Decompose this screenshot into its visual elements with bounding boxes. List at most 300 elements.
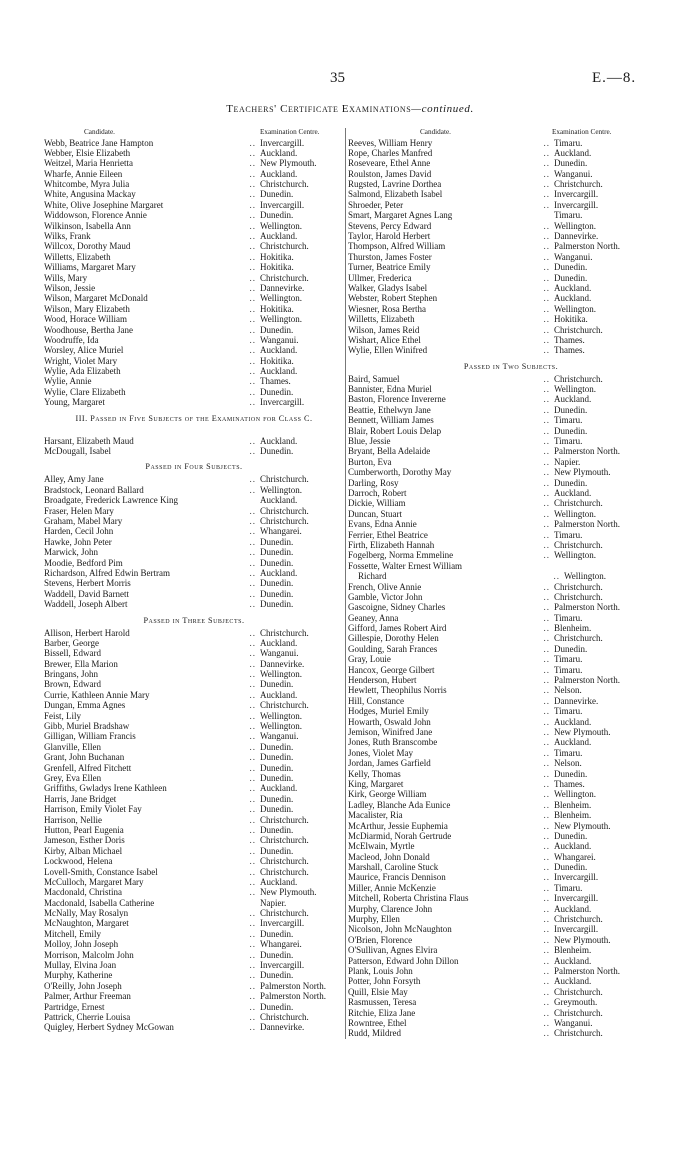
leader-dots: .. xyxy=(249,366,256,377)
leader-dots: .. xyxy=(543,591,550,602)
examination-centre: Whangarei. xyxy=(260,526,302,537)
candidate-name: Molloy, John Joseph xyxy=(44,939,119,950)
candidate-name: O'Sullivan, Agnes Elvira xyxy=(348,945,438,956)
candidate-row xyxy=(44,669,344,679)
examination-centre: Thames. xyxy=(554,334,585,345)
examination-centre: Wellington. xyxy=(260,484,303,495)
leader-dots: .. xyxy=(543,726,550,737)
candidate-row xyxy=(44,148,344,158)
leader-dots: .. xyxy=(543,488,550,498)
candidate-row xyxy=(346,872,676,882)
candidate-row xyxy=(346,415,676,425)
leader-dots: .. xyxy=(249,824,256,835)
candidate-name: Blue, Jessie xyxy=(348,436,391,447)
candidate-name: White, Olive Josephine Margaret xyxy=(44,199,164,210)
leader-dots: .. xyxy=(543,716,550,727)
examination-centre: Timaru. xyxy=(554,210,583,221)
examination-centre: Christchurch. xyxy=(554,591,603,602)
candidate-name: McNally, May Rosalyn xyxy=(44,908,129,919)
candidate-row xyxy=(44,506,344,516)
examination-centre: Christchurch. xyxy=(554,324,603,335)
leader-dots: .. xyxy=(543,955,550,966)
leader-dots: .. xyxy=(543,685,550,696)
examination-centre: Christchurch. xyxy=(554,1007,603,1018)
candidate-name: Cumberworth, Dorothy May xyxy=(348,467,452,478)
examination-centre: Auckland. xyxy=(260,366,298,377)
leader-dots: .. xyxy=(249,435,256,446)
leader-dots: .. xyxy=(249,814,256,825)
examination-centre: Auckland. xyxy=(260,168,298,179)
candidate-name: Moodie, Bedford Pim xyxy=(44,557,123,568)
examination-centre: Wanganui. xyxy=(260,731,299,742)
candidate-name: Walker, Gladys Isabel xyxy=(348,282,428,293)
examination-centre: Auckland. xyxy=(554,955,592,966)
candidate-name: Kirby, Alban Michael xyxy=(44,845,123,856)
candidate-row xyxy=(346,748,676,758)
class-c-list xyxy=(44,436,344,457)
leader-dots: .. xyxy=(543,654,550,665)
leader-dots: .. xyxy=(249,199,256,210)
candidate-name: Maurice, Francis Dennison xyxy=(348,872,446,883)
candidate-name: Henderson, Hubert xyxy=(348,675,417,686)
examination-centre: Auckland. xyxy=(260,231,298,242)
candidate-name: Griffiths, Gwladys Irene Kathleen xyxy=(44,783,167,794)
candidate-row xyxy=(44,887,344,897)
candidate-name: Richard xyxy=(358,571,387,582)
candidate-name: Harsant, Elizabeth Maud xyxy=(44,435,134,446)
leader-dots: .. xyxy=(249,887,256,898)
candidate-row xyxy=(346,613,676,623)
candidate-name: Reeves, William Henry xyxy=(348,137,433,148)
candidate-row xyxy=(44,376,344,386)
examination-centre: Dunedin. xyxy=(260,970,294,981)
section-heading-two-subjects: Passed in Two Subjects. xyxy=(463,361,559,371)
examination-centre: Timaru. xyxy=(554,612,583,623)
leader-dots: .. xyxy=(249,627,256,638)
candidate-name: Gifford, James Robert Aird xyxy=(348,623,447,634)
examination-centre: Napier. xyxy=(260,897,287,908)
leader-dots: .. xyxy=(249,137,256,148)
candidate-row xyxy=(346,169,676,179)
leader-dots: .. xyxy=(249,991,256,1002)
examination-centre: Invercargill. xyxy=(554,199,599,210)
candidate-row xyxy=(346,976,676,986)
examination-centre: Auckland. xyxy=(260,689,298,700)
candidate-row xyxy=(346,914,676,924)
candidate-row xyxy=(44,241,344,251)
candidate-name: Morrison, Malcolm John xyxy=(44,949,134,960)
candidate-name: White, Angusina Mackay xyxy=(44,189,136,200)
examination-centre: Auckland. xyxy=(554,716,592,727)
candidate-row xyxy=(44,1012,344,1022)
leader-dots: .. xyxy=(543,179,550,190)
candidate-row xyxy=(346,644,676,654)
examination-centre: Auckland. xyxy=(554,841,592,852)
examination-centre: Christchurch. xyxy=(260,179,309,190)
examination-centre: Wanganui. xyxy=(554,1017,593,1028)
candidate-name: Murphy, Katherine xyxy=(44,970,113,981)
candidate-row xyxy=(44,335,344,345)
examination-centre: Dunedin. xyxy=(554,477,588,488)
candidate-name: Dickie, William xyxy=(348,498,406,509)
candidate-row xyxy=(44,446,344,456)
candidate-row xyxy=(44,970,344,980)
leader-dots: .. xyxy=(249,557,256,568)
candidate-row xyxy=(44,138,344,148)
leader-dots: .. xyxy=(249,721,256,732)
examination-centre: Auckland. xyxy=(554,903,592,914)
examination-centre: Dunedin. xyxy=(554,643,588,654)
leader-dots xyxy=(524,210,554,220)
examination-centre: Dunedin. xyxy=(260,793,294,804)
candidate-row xyxy=(346,138,676,148)
candidate-row xyxy=(44,578,344,588)
candidate-row xyxy=(44,345,344,355)
candidate-row xyxy=(44,262,344,272)
candidate-row xyxy=(346,314,676,324)
examination-centre: Auckland. xyxy=(554,976,592,987)
examination-centre: Timaru. xyxy=(554,882,583,893)
candidate-row xyxy=(346,210,676,220)
examination-centre: Palmerston North. xyxy=(554,965,620,976)
candidate-row xyxy=(346,561,676,571)
candidate-row xyxy=(346,498,676,508)
examination-centre: Auckland. xyxy=(554,282,592,293)
candidate-row xyxy=(346,852,676,862)
candidate-name: Marshall, Caroline Stuck xyxy=(348,862,439,873)
examination-centre: Wanganui. xyxy=(554,251,593,262)
candidate-name: Alley, Amy Jane xyxy=(44,474,104,485)
leader-dots: .. xyxy=(543,882,550,893)
examination-centre: Auckland. xyxy=(260,783,298,794)
title-continued: —continued. xyxy=(411,103,474,115)
candidate-name: Dungan, Emma Agnes xyxy=(44,700,126,711)
candidate-row xyxy=(346,893,676,903)
examination-centre: Christchurch. xyxy=(554,498,603,509)
examination-centre: Wellington. xyxy=(554,789,597,800)
examination-centre: Christchurch. xyxy=(554,373,603,384)
candidate-name: Wood, Horace William xyxy=(44,314,127,325)
candidate-row xyxy=(346,1028,676,1038)
leader-dots: .. xyxy=(543,539,550,550)
candidate-row xyxy=(44,366,344,376)
leader-dots: .. xyxy=(249,908,256,919)
candidate-row xyxy=(346,304,676,314)
candidate-row xyxy=(44,648,344,658)
leader-dots: .. xyxy=(543,425,550,436)
candidate-row xyxy=(44,908,344,918)
leader-dots: .. xyxy=(249,710,256,721)
examination-centre: Dunedin. xyxy=(554,862,588,873)
leader-dots: .. xyxy=(543,872,550,883)
candidate-name: Wills, Mary xyxy=(44,272,88,283)
candidate-row xyxy=(44,700,344,710)
candidate-name: Beattie, Ethelwyn Jane xyxy=(348,404,431,415)
candidate-row xyxy=(44,752,344,762)
examination-centre: Christchurch. xyxy=(260,814,309,825)
examination-centre: Dunedin. xyxy=(260,588,294,599)
leader-dots: .. xyxy=(249,804,256,815)
examination-centre: New Plymouth. xyxy=(554,934,611,945)
section-heading-class-c: III. Passed in Five Subjects of the Examination for Class C. xyxy=(75,413,313,423)
candidate-name: Wilson, Mary Elizabeth xyxy=(44,303,130,314)
leader-dots: .. xyxy=(249,772,256,783)
leader-dots: .. xyxy=(249,648,256,659)
examination-centre: Dunedin. xyxy=(554,404,588,415)
candidate-name: Wright, Violet Mary xyxy=(44,355,118,366)
candidate-row xyxy=(44,690,344,700)
left-list-continued xyxy=(44,138,344,408)
leader-dots: .. xyxy=(543,1017,550,1028)
candidate-name: Webber, Elsie Elizabeth xyxy=(44,147,131,158)
candidate-row xyxy=(346,727,676,737)
examination-centre: Hokitika. xyxy=(554,314,588,325)
leader-dots: .. xyxy=(543,373,550,384)
centre-header: Examination Centre. xyxy=(260,128,320,136)
candidate-name: Hill, Constance xyxy=(348,695,404,706)
candidate-row xyxy=(44,783,344,793)
leader-dots: .. xyxy=(249,262,256,273)
examination-centre: Dunedin. xyxy=(554,272,588,283)
leader-dots: .. xyxy=(249,516,256,526)
examination-centre: Dunedin. xyxy=(554,425,588,436)
leader-dots: .. xyxy=(543,934,550,945)
candidate-name: Ritchie, Eliza Jane xyxy=(348,1007,416,1018)
candidate-name: O'Reilly, John Joseph xyxy=(44,980,122,991)
examination-centre: Dannevirke. xyxy=(554,231,599,242)
examination-centre: Wellington. xyxy=(564,571,607,582)
candidate-name: Wilson, Jessie xyxy=(44,282,96,293)
leader-dots: .. xyxy=(543,282,550,293)
candidate-name: Harris, Jane Bridget xyxy=(44,793,117,804)
candidate-name: Quigley, Herbert Sydney McGowan xyxy=(44,1022,174,1033)
candidate-name: Thurston, James Foster xyxy=(348,251,432,262)
examination-centre: Dunedin. xyxy=(260,210,294,221)
candidate-name: Murphy, Ellen xyxy=(348,914,400,925)
leader-dots: .. xyxy=(543,251,550,262)
leader-dots: .. xyxy=(249,334,256,345)
candidate-name: Burton, Eva xyxy=(348,456,392,467)
candidate-row xyxy=(44,638,344,648)
candidate-name: Duncan, Stuart xyxy=(348,508,402,519)
candidate-row xyxy=(44,537,344,547)
candidate-row xyxy=(346,488,676,498)
candidate-row xyxy=(346,841,676,851)
candidate-name: Salmond, Elizabeth Isabel xyxy=(348,189,443,200)
candidate-name: Fogelberg, Norma Emmeline xyxy=(348,550,454,561)
examination-centre: Auckland. xyxy=(260,876,298,887)
leader-dots: .. xyxy=(249,324,256,335)
candidate-name: McNaughton, Margaret xyxy=(44,918,129,929)
candidate-name: Mullay, Elvina Joan xyxy=(44,960,117,971)
examination-centre: Invercargill. xyxy=(260,137,305,148)
candidate-name: McDiarmid, Norah Gertrude xyxy=(348,830,452,841)
leader-dots: .. xyxy=(249,980,256,991)
examination-centre: Invercargill. xyxy=(260,199,305,210)
candidate-row xyxy=(346,883,676,893)
candidate-row xyxy=(44,558,344,568)
leader-dots: .. xyxy=(543,519,550,530)
candidate-row xyxy=(44,679,344,689)
candidate-row xyxy=(44,356,344,366)
leader-dots: .. xyxy=(249,578,256,589)
candidate-name: Stevens, Percy Edward xyxy=(348,220,432,231)
candidate-row xyxy=(44,293,344,303)
leader-dots: .. xyxy=(543,262,550,273)
leader-dots: .. xyxy=(543,737,550,748)
leader-dots: .. xyxy=(543,664,550,675)
leader-dots: .. xyxy=(249,588,256,599)
candidate-row xyxy=(346,904,676,914)
examination-centre: Auckland. xyxy=(554,488,592,498)
candidate-name: Fossette, Walter Ernest William xyxy=(348,560,463,571)
document-reference: E.—8. xyxy=(592,70,637,86)
candidate-name: Jameson, Esther Doris xyxy=(44,835,125,846)
candidate-row xyxy=(346,706,676,716)
leader-dots: .. xyxy=(249,752,256,763)
candidate-row xyxy=(44,628,344,638)
leader-dots: .. xyxy=(543,436,550,447)
examination-centre: Christchurch. xyxy=(554,1028,603,1039)
examination-centre: Auckland. xyxy=(554,147,592,158)
examination-centre: New Plymouth. xyxy=(554,467,611,478)
examination-centre: Wellington. xyxy=(260,721,303,732)
candidate-name: Smart, Margaret Agnes Lang xyxy=(348,210,453,221)
examination-centre: New Plymouth. xyxy=(554,726,611,737)
examination-centre: Wellington. xyxy=(260,314,303,325)
candidate-name: Macalister, Ria xyxy=(348,810,403,821)
examination-centre: Dunedin. xyxy=(260,547,294,558)
candidate-row xyxy=(346,997,676,1007)
section-heading-four-subjects: Passed in Four Subjects. xyxy=(145,462,243,472)
examination-centre: Wanganui. xyxy=(260,334,299,345)
candidate-name: Gilligan, William Francis xyxy=(44,731,136,742)
candidate-name: Williams, Margaret Mary xyxy=(44,262,136,273)
candidate-row xyxy=(346,769,676,779)
candidate-name: Wilson, Margaret McDonald xyxy=(44,293,148,304)
candidate-name: Macdonald, Isabella Catherine xyxy=(44,897,155,908)
candidate-row xyxy=(346,530,676,540)
candidate-row xyxy=(44,325,344,335)
candidate-row xyxy=(44,1002,344,1012)
candidate-row xyxy=(346,345,676,355)
candidate-row xyxy=(346,335,676,345)
examination-centre: Wellington. xyxy=(260,710,303,721)
candidate-name: Hewlett, Theophilus Norris xyxy=(348,685,447,696)
candidate-row xyxy=(44,1022,344,1032)
candidate-name: Darroch, Robert xyxy=(348,488,407,498)
examination-centre: Palmerston North. xyxy=(554,602,620,613)
candidate-row xyxy=(44,929,344,939)
leader-dots: .. xyxy=(543,168,550,179)
candidate-name: Wylie, Ellen Winifred xyxy=(348,345,428,356)
candidate-name: Woodruffe, Ida xyxy=(44,334,99,345)
right-column-header xyxy=(346,128,676,138)
examination-centre: Dunedin. xyxy=(260,949,294,960)
candidate-name: Rugsted, Lavrine Dorthea xyxy=(348,179,442,190)
leader-dots: .. xyxy=(543,147,550,158)
examination-centre: Dunedin. xyxy=(554,158,588,169)
examination-centre: Timaru. xyxy=(554,706,583,717)
candidate-row xyxy=(346,436,676,446)
leader-dots: .. xyxy=(543,334,550,345)
examination-centre: Dannevirke. xyxy=(260,658,305,669)
examination-centre xyxy=(554,561,676,571)
examination-centre: Invercargill. xyxy=(554,872,599,883)
examination-centre: Invercargill. xyxy=(554,893,599,904)
candidate-name: Gascoigne, Sidney Charles xyxy=(348,602,446,613)
candidate-row xyxy=(44,210,344,220)
candidate-row xyxy=(346,221,676,231)
candidate-row xyxy=(44,387,344,397)
leader-dots: .. xyxy=(543,862,550,873)
candidate-name: Howarth, Oswald John xyxy=(348,716,431,727)
candidate-name: Goulding, Sarah Frances xyxy=(348,643,438,654)
candidate-name: Turner, Beatrice Emily xyxy=(348,262,431,273)
examination-centre: Wanganui. xyxy=(260,648,299,659)
leader-dots: .. xyxy=(249,599,256,610)
leader-dots: .. xyxy=(543,199,550,210)
examination-centre: Napier. xyxy=(554,456,581,467)
candidate-name: Geaney, Anna xyxy=(348,612,399,623)
candidate-name: Young, Margaret xyxy=(44,397,105,408)
candidate-name: Bannister, Edna Muriel xyxy=(348,384,432,395)
leader-dots: .. xyxy=(249,474,256,485)
candidate-name: Jones, Ruth Branscombe xyxy=(348,737,438,748)
candidate-name: Richardson, Alfred Edwin Bertram xyxy=(44,567,170,578)
candidate-row xyxy=(346,446,676,456)
candidate-name: Kirk, George William xyxy=(348,789,427,800)
candidate-row xyxy=(44,231,344,241)
leader-dots: .. xyxy=(249,1022,256,1033)
candidate-row xyxy=(346,935,676,945)
candidate-row xyxy=(44,526,344,536)
candidate-row xyxy=(44,252,344,262)
candidate-row xyxy=(346,293,676,303)
examination-centre: Dunedin. xyxy=(260,804,294,815)
leader-dots: .. xyxy=(543,602,550,613)
leader-dots: .. xyxy=(543,508,550,519)
candidate-row xyxy=(44,835,344,845)
candidate-name: Lockwood, Helena xyxy=(44,856,113,867)
candidate-name: Waddell, Joseph Albert xyxy=(44,599,128,610)
candidate-row xyxy=(44,436,344,446)
candidate-name: Woodhouse, Bertha Jane xyxy=(44,324,134,335)
candidate-name: Wilkinson, Isabella Ann xyxy=(44,220,131,231)
candidate-name: Partridge, Ernest xyxy=(44,1001,105,1012)
section-heading-three-subjects: Passed in Three Subjects. xyxy=(143,615,245,625)
candidate-row xyxy=(44,485,344,495)
examination-centre: Dunedin. xyxy=(260,557,294,568)
leader-dots: .. xyxy=(249,876,256,887)
examination-centre: Timaru. xyxy=(554,436,583,447)
leader-dots: .. xyxy=(543,789,550,800)
examination-centre: Dunedin. xyxy=(260,845,294,856)
candidate-name: Wishart, Alice Ethel xyxy=(348,334,421,345)
examination-centre: Palmerston North. xyxy=(260,991,326,1002)
examination-centre: Wellington. xyxy=(260,220,303,231)
candidate-name: Ullmer, Frederica xyxy=(348,272,412,283)
leader-dots: .. xyxy=(249,446,256,457)
candidate-name: Murphy, Clarence John xyxy=(348,903,433,914)
examination-centre: Blenheim. xyxy=(554,945,592,956)
examination-centre: Thames. xyxy=(554,778,585,789)
candidate-name: Nicolson, John McNaughton xyxy=(348,924,452,935)
examination-centre: Christchurch. xyxy=(554,179,603,190)
examination-centre: Wellington. xyxy=(554,303,597,314)
candidate-name: Waddell, David Barnett xyxy=(44,588,129,599)
candidate-name: Fraser, Helen Mary xyxy=(44,505,114,516)
